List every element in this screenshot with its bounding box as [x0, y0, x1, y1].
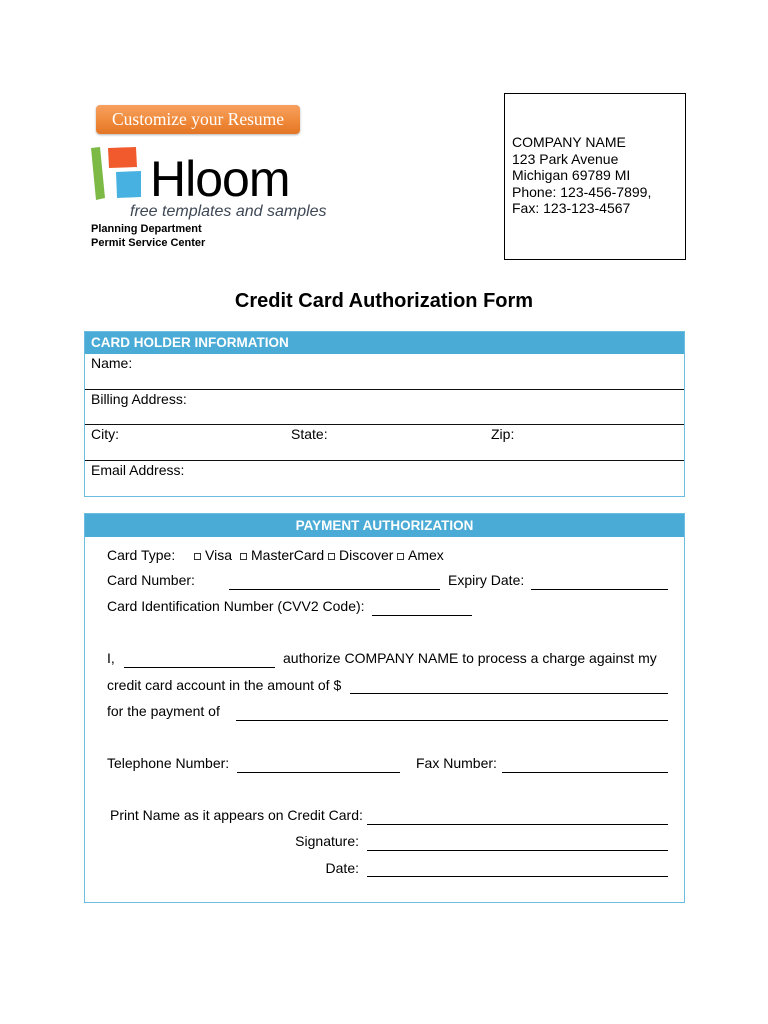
- fax-label: Fax Number:: [416, 755, 497, 771]
- customize-resume-button[interactable]: Customize your Resume: [96, 105, 300, 134]
- billing-address-label: Billing Address:: [91, 391, 187, 407]
- card-type-label: Card Type:: [107, 547, 176, 563]
- company-name: COMPANY NAME: [512, 134, 626, 150]
- hloom-logo-icon: [88, 144, 144, 202]
- logo-orange-square: [108, 147, 137, 168]
- payment-for-label: for the payment of: [107, 703, 220, 719]
- authorize-text: authorize COMPANY NAME to process a charge against my: [283, 650, 657, 666]
- logo-wordmark: Hloom: [150, 151, 290, 207]
- card-type-option-label: MasterCard: [251, 547, 325, 563]
- expiry-date-field[interactable]: [531, 589, 668, 590]
- service-center-name: Permit Service Center: [91, 237, 206, 249]
- department-name: Planning Department: [91, 223, 202, 235]
- payment-for-field[interactable]: [236, 720, 668, 721]
- checkbox-icon[interactable]: [397, 553, 404, 560]
- payment-authorization-header: PAYMENT AUTHORIZATION: [85, 514, 684, 537]
- signature-field[interactable]: [367, 850, 668, 851]
- authorizer-name-field[interactable]: [124, 667, 275, 668]
- state-label: State:: [291, 426, 328, 442]
- cvv-label: Card Identification Number (CVV2 Code):: [107, 598, 365, 614]
- email-address-label: Email Address:: [91, 462, 185, 478]
- company-street: 123 Park Avenue: [512, 150, 619, 167]
- zip-label: Zip:: [491, 426, 515, 442]
- city-field[interactable]: [85, 425, 285, 460]
- card-type-option-mastercard[interactable]: [240, 547, 324, 563]
- card-holder-section: [84, 331, 685, 497]
- state-field[interactable]: [285, 425, 485, 460]
- company-info-box: [504, 93, 686, 260]
- checkbox-icon[interactable]: [240, 553, 247, 560]
- card-holder-header: CARD HOLDER INFORMATION: [85, 332, 684, 354]
- telephone-field[interactable]: [237, 772, 400, 773]
- company-phone: Phone: 123-456-7899,: [512, 183, 652, 200]
- city-label: City:: [91, 426, 119, 442]
- telephone-label: Telephone Number:: [107, 755, 230, 771]
- amount-field[interactable]: [350, 693, 668, 694]
- checkbox-icon[interactable]: [194, 553, 201, 560]
- zip-field[interactable]: [485, 425, 684, 460]
- billing-address-field[interactable]: [85, 390, 684, 425]
- card-type-option-label: Amex: [408, 547, 444, 563]
- expiry-date-label: Expiry Date:: [448, 572, 525, 588]
- logo-tagline: free templates and samples: [130, 203, 327, 220]
- card-type-option-discover[interactable]: [328, 547, 393, 563]
- card-type-option-amex[interactable]: [397, 547, 444, 563]
- card-type-option-label: Visa: [205, 547, 232, 563]
- logo-blue-square: [116, 171, 141, 198]
- company-fax: Fax: 123-123-4567: [512, 200, 631, 216]
- checkbox-icon[interactable]: [328, 553, 335, 560]
- fax-field[interactable]: [502, 772, 668, 773]
- card-type-option-visa[interactable]: [194, 547, 232, 563]
- signature-label: Signature:: [295, 833, 359, 849]
- name-label: Name:: [91, 355, 133, 371]
- logo-green-bar: [91, 147, 105, 200]
- form-title: Credit Card Authorization Form: [234, 290, 534, 312]
- card-number-label: Card Number:: [107, 572, 195, 588]
- amount-label: credit card account in the amount of $: [107, 677, 342, 693]
- print-name-field[interactable]: [367, 824, 668, 825]
- card-number-field[interactable]: [229, 589, 440, 590]
- city-state-zip-row: [85, 425, 684, 461]
- email-address-field[interactable]: [85, 461, 684, 496]
- date-field[interactable]: [367, 876, 668, 877]
- payment-authorization-section: [84, 513, 685, 903]
- company-city-state-zip: Michigan 69789 MI: [512, 167, 631, 183]
- print-name-label: Print Name as it appears on Credit Card:: [110, 807, 363, 823]
- authorize-prefix: I,: [107, 650, 115, 666]
- cvv-field[interactable]: [372, 615, 472, 616]
- date-label: Date:: [325, 860, 359, 876]
- name-field[interactable]: [85, 354, 684, 390]
- card-type-option-label: Discover: [339, 547, 394, 563]
